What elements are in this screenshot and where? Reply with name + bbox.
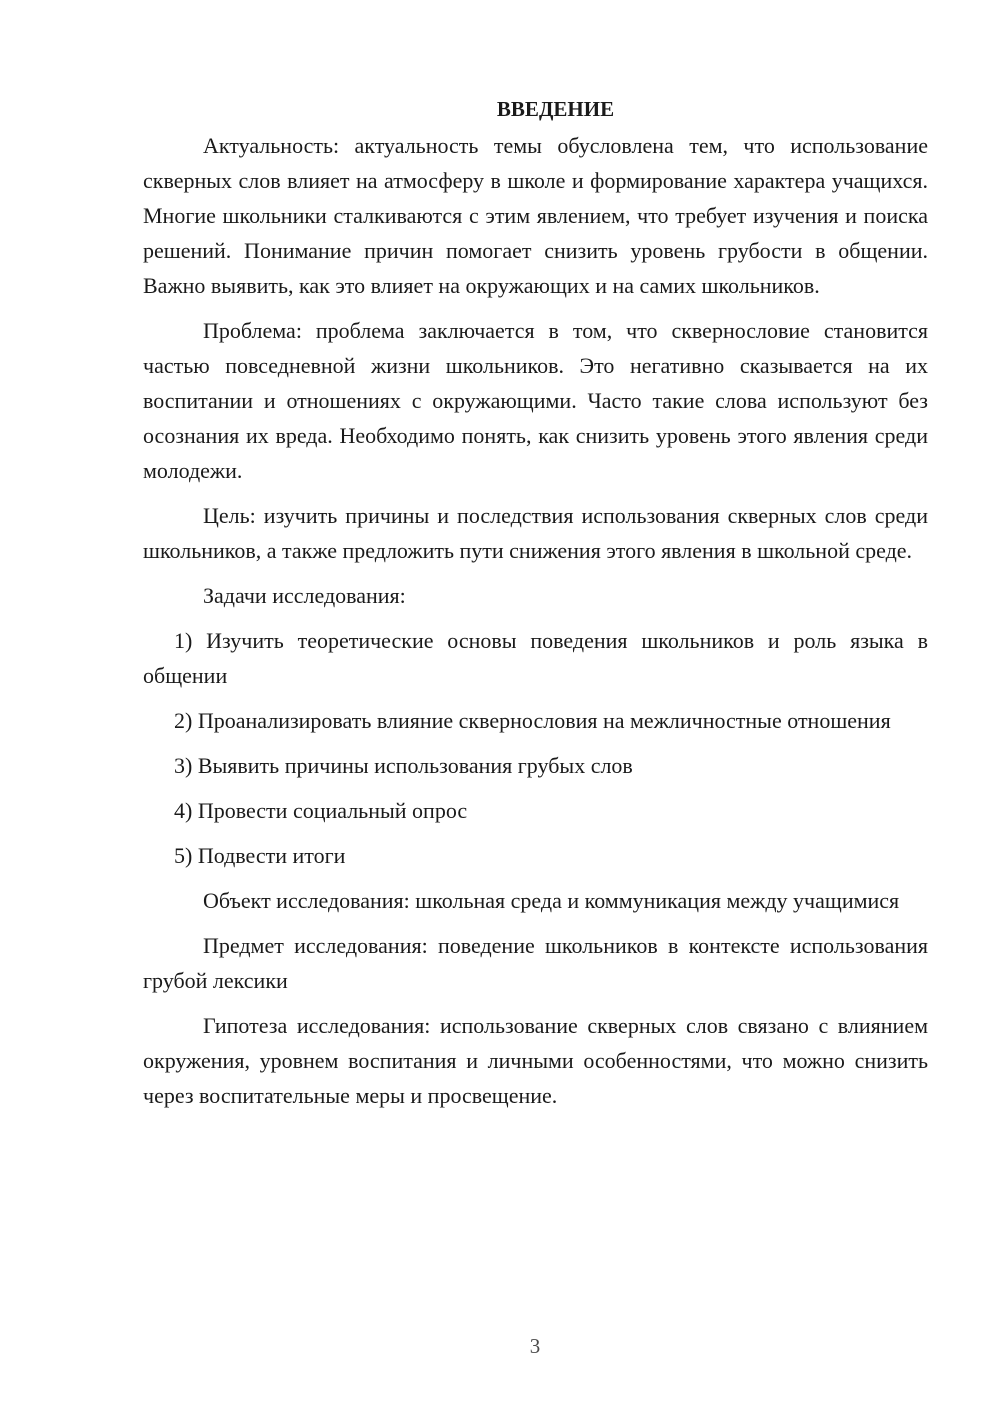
task-item: 3) Выявить причины использования грубых слов (174, 753, 633, 778)
tasks-heading: Задачи исследования: (203, 583, 406, 608)
paragraph-relevance: Актуальность: актуальность темы обусловлена тем, что использование скверных слов влияет на атмосферу в школе и формирование характера учащихся. Многие школьники сталкиваются с этим явлением, что требует изучения и поиска решений. Понимание причин помогает снизить уровень грубости в общении. Важно выявить, как это влияет на окружающих и на самих школьников. (143, 133, 928, 298)
task-item: 1) Изучить теоретические основы поведения школьников и роль языка в общении (143, 628, 928, 688)
paragraph-problem: Проблема: проблема заключается в том, что сквернословие становится частью повседневной жизни школьников. Это негативно сказывается на их воспитании и отношениях с окружающими. Часто такие слова используют без осознания их вреда. Необходимо понять, как снизить уровень этого явления среди молодежи. (143, 318, 928, 483)
page-content (143, 92, 928, 1123)
page-title: ВВЕДЕНИЕ (496, 97, 615, 121)
task-item: 5) Подвести итоги (174, 843, 346, 868)
paragraph-hypothesis: Гипотеза исследования: использование скверных слов связано с влиянием окружения, уровнем воспитания и личными особенностями, что можно снизить через воспитательные меры и просвещение. (143, 1013, 928, 1108)
task-item: 2) Проанализировать влияние сквернословия на межличностные отношения (174, 708, 891, 733)
task-item: 4) Провести социальный опрос (174, 798, 468, 823)
paragraph-subject: Предмет исследования: поведение школьников в контексте использования грубой лексики (143, 933, 928, 993)
paragraph-goal: Цель: изучить причины и последствия использования скверных слов среди школьников, а также предложить пути снижения этого явления в школьной среде. (143, 503, 928, 563)
page-number: 3 (529, 1334, 541, 1358)
paragraph-object: Объект исследования: школьная среда и коммуникация между учащимися (203, 888, 900, 913)
